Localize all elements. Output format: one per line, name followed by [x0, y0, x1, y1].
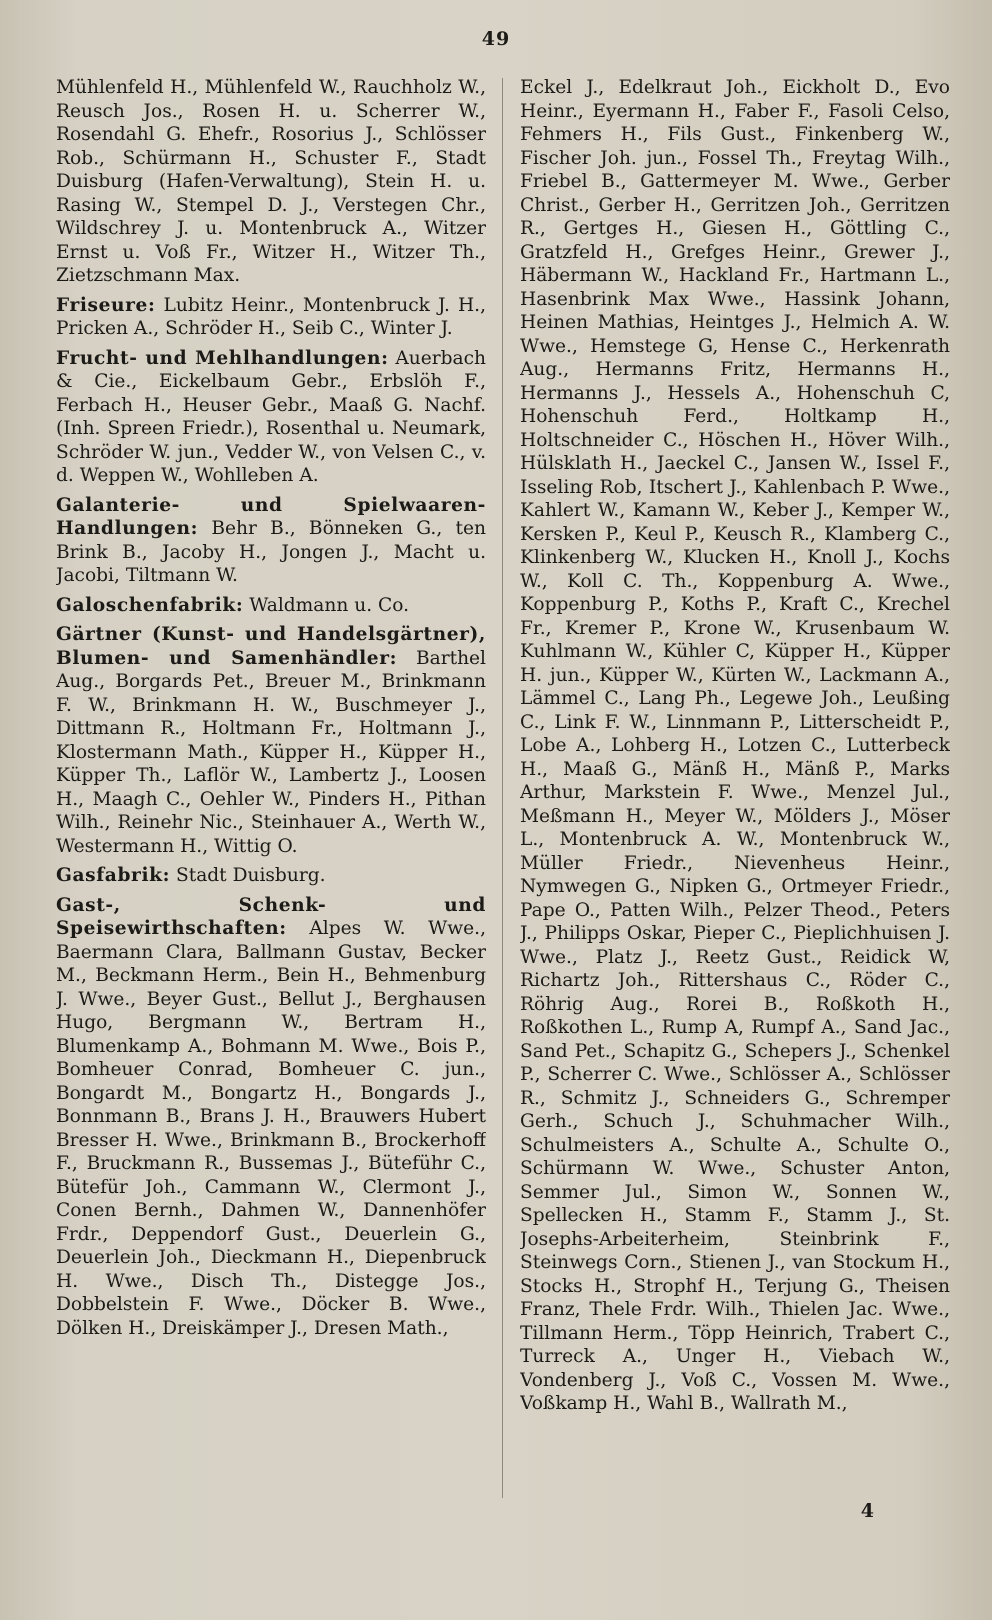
section-galanterie [56, 494, 486, 588]
section-gaertner [56, 623, 486, 858]
section-text: Behr B., Bönneken G., ten Brink B., Jacoby H., Jongen J., Macht u. Jacobi, Tiltmann W. [56, 518, 486, 586]
section-galoschenfabrik [56, 594, 486, 618]
left-column [56, 76, 486, 1516]
page-number: 49 [481, 28, 511, 50]
section-heading: Galanterie- und Spielwaaren-Handlungen: [56, 494, 486, 539]
section-heading: Gast-, Schenk- und Speisewirthschaften: [56, 894, 486, 939]
left-intro-text: Mühlenfeld H., Mühlenfeld W., Rauchholz W., Reusch Jos., Rosen H. u. Scherrer W., Rosendahl G. Ehefr., Rosorius J., Schlösser Rob., Schürmann H., Schuster F., Stadt Duisburg (Hafen-Verwaltung), Stein H. u. Rasing W., Stempel D. J., Verstegen Chr., Wildschrey J. u. Montenbruck A., Witzer Ernst u. Voß Fr., Witzer H., Witzer Th., Zietzschmann Max. [56, 77, 486, 286]
right-column-text: Eckel J., Edelkraut Joh., Eickholt D., Evo Heinr., Eyermann H., Faber F., Fasoli Celso, Fehmers H., Fils Gust., Finkenberg W., Fischer Joh. jun., Fossel Th., Freytag Wilh., Friebel B., Gattermeyer M. Wwe., Gerber Christ., Gerber H., Gerritzen Joh., Gerritzen R., Gertges H., Giesen H., Göttling C., Gratzfeld H., Grefges Heinr., Grewer J., Häbermann W., Hackland Fr., Hartmann L., Hasenbrink Max Wwe., Hassink Johann, Heinen Mathias, Heintges J., Helmich A. W. Wwe., Hemstege G, Hense C., Herkenrath Aug., Hermanns Fritz, Hermanns H., Hermanns J., Hessels A., Hohenschuh C, Hohenschuh Ferd., Holtkamp H., Holtschneider C., Höschen H., Höver Wilh., Hülsklath H., Jaeckel C., Jansen W., Issel F., Isseling Rob, Itschert J., Kahlenbach P. Wwe., Kahlert W., Kamann W., Keber J., Kemper W., Kersken P., Keul P., Keusch R., Klamberg C., Klinkenberg W., Klucken H., Knoll J., Kochs W., Koll C. Th., Koppenburg A. Wwe., Koppenburg P., Koths P., Kraft C., Krechel Fr., Kremer P., Krone W., Krusenbaum W. Kuhlmann W., Kühler C, Küpper H., Küpper H. jun., Küpper W., Kürten W., Lackmann A., Lämmel C., Lang Ph., Legewe Joh., Leußing C., Link F. W., Linnmann P., Litterscheidt P., Lobe A., Lohberg H., Lotzen C., Lutterbeck H., Maaß G., Mänß H., Mänß P., Marks Arthur, Markstein F. Wwe., Menzel Jul., Meßmann H., Meyer W., Mölders J., Möser L., Montenbruck A. W., Montenbruck W., Müller Friedr., Nievenheus Heinr., Nymwegen G., Nipken G., Ortmeyer Friedr., Pape O., Patten Wilh., Pelzer Theod., Peters J., Philipps Oskar, Pieper C., Pieplichhuisen J. Wwe., Platz J., Reetz Gust., Reidick W, Richartz Joh., Rittershaus C., Röder C., Röhrig Aug., Rorei B., Roßkoth H., Roßkothen L., Rump A, Rumpf A., Sand Jac., Sand Pet., Schapitz G., Schepers J., Schenkel P., Scherrer C. Wwe., Schlösser A., Schlösser R., Schmitz J., Schneiders G., Schremper Gerh., Schuch J., Schuhmacher Wilh., Schulmeisters A., Schulte A., Schulte O., Schürmann W. Wwe., Schuster Anton, Semmer Jul., Simon W., Sonnen W., Spellecken H., Stamm F., Stamm J., St. Josephs-Arbeiterheim, Steinbrink F., Steinwegs Corn., Stienen J., van Stockum H., Stocks H., Strophf H., Terjung G., Theisen Franz, Thele Frdr. Wilh., Thielen Jac. Wwe., Tillmann Herm., Töpp Heinrich, Trabert C., Turreck A., Unger H., Viebach W., Vondenberg J., Voß C., Vossen M. Wwe., Voßkamp H., Wahl B., Wallrath M., [520, 77, 950, 1414]
signature-mark: 4 [860, 1500, 874, 1522]
section-heading: Friseure: [56, 294, 156, 316]
section-heading: Frucht- und Mehlhandlungen: [56, 347, 389, 369]
section-text: Alpes W. Wwe., Baermann Clara, Ballmann Gustav, Becker M., Beckmann Herm., Bein H., Behmenburg J. Wwe., Beyer Gust., Bellut J., Berghausen Hugo, Bergmann W., Bertram H., Blumenkamp A., Bohmann M. Wwe., Bois P., Bomheuer Conrad, Bomheuer C. jun., Bongardt M., Bongartz H., Bongards J., Bonnmann B., Brans J. H., Brauwers Hubert Bresser H. Wwe., Brinkmann B., Brockerhoff F., Bruckmann R., Bussemas J., Büteführ C., Bütefür Joh., Cammann W., Clermont J., Conen Bernh., Dahmen W., Dannenhöfer Frdr., Deppendorf Gust., Deuerlein G., Deuerlein Joh., Dieckmann H., Diepenbruck H. Wwe., Disch Th., Distegge Jos., Dobbelstein F. Wwe., Döcker B. Wwe., Dölken H., Dreiskämper J., Dresen Math., [56, 918, 486, 1339]
section-heading: Gärtner (Kunst- und Handelsgärtner), Blumen- und Samenhändler: [56, 624, 486, 669]
section-frucht-mehl [56, 347, 486, 488]
section-text: Stadt Duisburg. [175, 865, 326, 886]
section-friseure [56, 294, 486, 341]
column-divider [502, 78, 503, 1498]
section-text: Waldmann u. Co. [249, 594, 410, 616]
right-column [520, 76, 950, 1516]
section-text: Auerbach & Cie., Eickelbaum Gebr., Erbslöh F., Ferbach H., Heuser Gebr., Maaß G. Nachf. (Inh. Spreen Friedr.), Rosenthal u. Neumark, Schröder W. jun., Vedder W., von Velsen C., v. d. Weppen W., Wohlleben A. [56, 347, 486, 486]
section-gasfabrik [56, 864, 486, 888]
section-heading: Galoschenfabrik: [56, 594, 244, 616]
section-heading: Gasfabrik: [56, 865, 171, 886]
section-text: Lubitz Heinr., Montenbruck J. H., Pricken A., Schröder H., Seib C., Winter J. [56, 294, 486, 339]
section-gastwirthschaften [56, 894, 486, 1341]
section-text: Barthel Aug., Borgards Pet., Breuer M., Brinkmann F. W., Brinkmann H. W., Buschmeyer J., Dittmann R., Holtmann Fr., Holtmann J., Klostermann Math., Küpper H., Küpper H., Küpper Th., Laflör W., Lambertz J., Loosen H., Maagh C., Oehler W., Pinders H., Pithan Wilh., Reinehr Nic., Steinhauer A., Werth W., Westermann H., Wittig O. [56, 647, 486, 857]
